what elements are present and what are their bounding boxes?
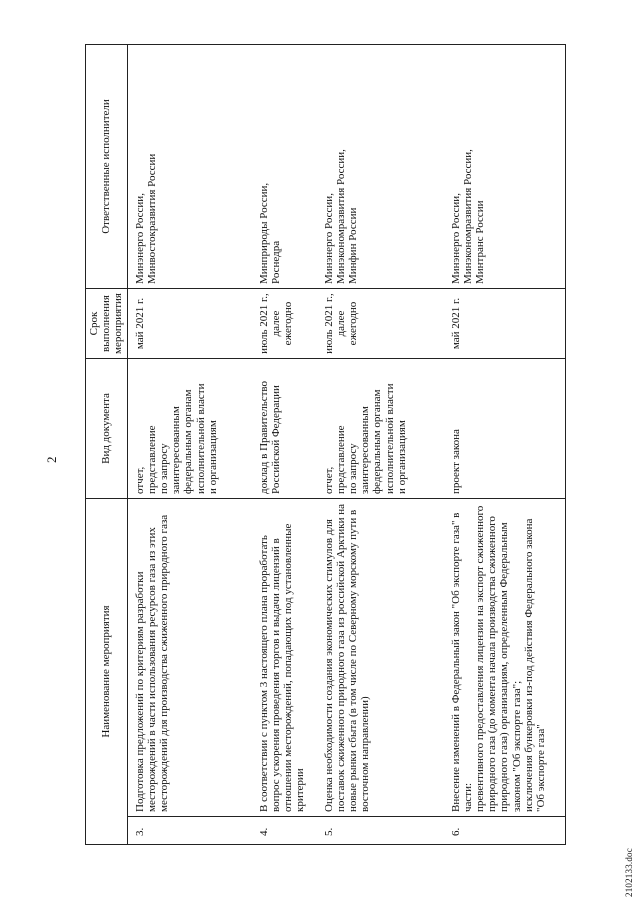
header-responsible: Ответственные исполнители (86, 45, 128, 289)
table-row (440, 45, 566, 845)
action-plan-table (85, 44, 566, 845)
row-number: 6. (440, 817, 566, 845)
row-responsible: Минэнерго России, Минэкономразвития России, Минтранс России (440, 45, 566, 289)
row-doc-type: отчет, представление по запросу заинтересованным федеральным органам исполнительной власти и организациям (313, 359, 440, 499)
row-responsible: Минэнерго России, Минэкономразвития России, Минфин России (313, 45, 440, 289)
row-deadline: июль 2021 г., далее ежегодно (248, 289, 313, 359)
row-action-name: Подготовка предложений по критериям разработки месторождений в части использования ресурсов газа из этих месторождений для производства сжиженного природного газа (127, 499, 248, 817)
row-doc-type: доклад в Правительство Российской Федерации (248, 359, 313, 499)
header-doc-type: Вид документа (86, 359, 128, 499)
header-name: Наименование мероприятия (86, 499, 128, 845)
row-action-name: Внесение изменений в Федеральный закон "Об экспорте газа" в части: превентивного предоставления лицензии на экспорт сжиженного природного газа (до момента начала производства сжиженного природного газа) организациям, определенным Федеральным законом "Об экспорте газа"; исключения бункеровки из-под действия Федерального закона "Об экспорте газа" (440, 499, 566, 817)
row-number: 5. (313, 817, 440, 845)
row-action-name: Оценка необходимости создания экономических стимулов для поставок сжиженного природного газа из российской Арктики на новые рынки сбыта (в том числе по Северному морскому пути в восточном направлении) (313, 499, 440, 817)
table-header-row (86, 45, 128, 845)
document-code: 2102133.doc (624, 848, 634, 897)
table-row (248, 45, 313, 845)
header-deadline: Срок выполнения мероприятия (86, 289, 128, 359)
row-number: 3. (127, 817, 248, 845)
row-doc-type: проект закона (440, 359, 566, 499)
row-deadline: июль 2021 г., далее ежегодно (313, 289, 440, 359)
row-responsible: Минприроды России, Роснедра (248, 45, 313, 289)
table-row (313, 45, 440, 845)
page-number: 2 (44, 456, 59, 463)
table-row (127, 45, 248, 845)
row-doc-type: отчет, представление по запросу заинтересованным федеральным органам исполнительной власти и организациям (127, 359, 248, 499)
row-action-name: В соответствии с пунктом 3 настоящего плана проработать вопрос ускорения проведения торгов и выдачи лицензий в отношении месторождений, попадающих под установленные критерии (248, 499, 313, 817)
row-responsible: Минэнерго России, Минвостокразвития России (127, 45, 248, 289)
row-number: 4. (248, 817, 313, 845)
row-deadline: май 2021 г. (127, 289, 248, 359)
row-deadline: май 2021 г. (440, 289, 566, 359)
